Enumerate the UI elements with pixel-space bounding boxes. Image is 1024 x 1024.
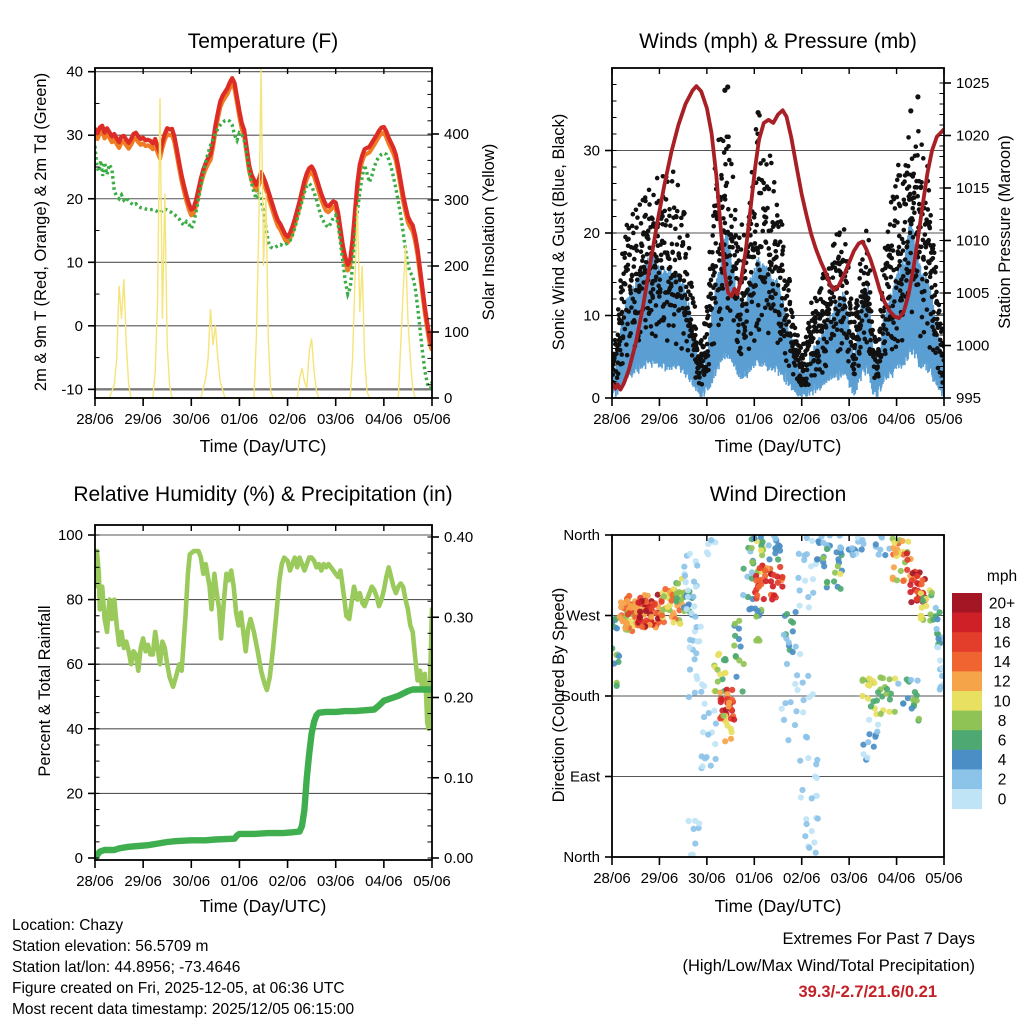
svg-text:60: 60 — [66, 656, 83, 674]
panel-title-temperature: Temperature (F) — [187, 30, 339, 53]
yaxis-label-temp-left: 2m & 9m T (Red, Orange) & 2m Td (Green) — [32, 72, 50, 392]
svg-text:12: 12 — [993, 673, 1011, 691]
svg-text:28/06: 28/06 — [76, 411, 114, 428]
svg-text:-10: -10 — [61, 381, 83, 399]
svg-text:30/06: 30/06 — [688, 411, 726, 428]
svg-text:28/06: 28/06 — [76, 873, 114, 890]
svg-text:1005: 1005 — [956, 285, 990, 302]
svg-text:14: 14 — [993, 654, 1011, 672]
svg-text:8: 8 — [997, 712, 1007, 730]
xaxis-title-winds: Time (Day/UTC) — [714, 436, 842, 456]
svg-text:0.40: 0.40 — [444, 529, 474, 546]
station-elevation: Station elevation: 56.5709 m — [12, 938, 209, 955]
figure-created: Figure created on Fri, 2025-12-05, at 06:36 UTC — [12, 980, 345, 997]
svg-text:04/06: 04/06 — [877, 411, 916, 428]
svg-text:0: 0 — [74, 850, 83, 867]
svg-text:01/06: 01/06 — [735, 870, 774, 887]
svg-text:1000: 1000 — [956, 337, 990, 355]
svg-text:North: North — [563, 527, 600, 544]
svg-text:05/06: 05/06 — [413, 411, 451, 428]
station-latlon: Station lat/lon: 44.8956; -73.4646 — [12, 959, 241, 976]
svg-text:28/06: 28/06 — [593, 870, 631, 887]
svg-text:04/06: 04/06 — [365, 411, 403, 428]
svg-text:01/06: 01/06 — [220, 411, 259, 428]
svg-text:10: 10 — [66, 254, 83, 272]
svg-text:400: 400 — [444, 126, 470, 143]
svg-text:1015: 1015 — [956, 180, 990, 197]
svg-text:30/06: 30/06 — [688, 870, 726, 887]
svg-text:100: 100 — [57, 527, 83, 544]
svg-text:20: 20 — [583, 225, 600, 242]
svg-text:North: North — [563, 848, 600, 866]
svg-text:East: East — [569, 768, 600, 786]
panel-title-wind-direction: Wind Direction — [709, 483, 847, 506]
data-timestamp: Most recent data timestamp: 2025/12/05 06:15:00 — [12, 1001, 355, 1018]
svg-text:0: 0 — [74, 317, 83, 335]
legend-title-mph: mph — [986, 568, 1018, 585]
panel-title-rh-precip: Relative Humidity (%) & Precipitation (in) — [73, 483, 453, 506]
svg-text:18: 18 — [993, 614, 1011, 632]
svg-text:28/06: 28/06 — [593, 411, 631, 428]
svg-text:02/06: 02/06 — [268, 873, 307, 890]
yaxis-label-wind-left: Sonic Wind & Gust (Blue, Black) — [550, 113, 568, 351]
svg-text:03/06: 03/06 — [316, 411, 355, 428]
extremes-block — [515, 926, 975, 1006]
svg-text:10: 10 — [583, 307, 600, 325]
svg-text:03/06: 03/06 — [316, 873, 355, 890]
svg-text:20: 20 — [66, 190, 83, 208]
svg-text:80: 80 — [66, 591, 83, 609]
svg-text:0.30: 0.30 — [444, 609, 474, 627]
extremes-values: 39.3/-2.7/21.6/0.21 — [798, 983, 937, 1001]
extremes-title: Extremes For Past 7 Days — [782, 930, 975, 948]
svg-text:995: 995 — [956, 390, 982, 407]
svg-text:30: 30 — [583, 142, 600, 160]
station-location: Location: Chazy — [12, 917, 124, 934]
svg-text:29/06: 29/06 — [124, 411, 162, 428]
svg-text:0: 0 — [444, 390, 453, 407]
svg-text:05/06: 05/06 — [413, 873, 451, 890]
station-info-block — [12, 915, 354, 1020]
svg-text:0.10: 0.10 — [444, 769, 474, 787]
yaxis-label-direction-left: Direction (Colored By Speed) — [550, 587, 568, 803]
panel-title-winds-pressure: Winds (mph) & Pressure (mb) — [639, 30, 917, 53]
svg-text:10: 10 — [993, 693, 1011, 711]
svg-text:0.20: 0.20 — [444, 689, 474, 707]
svg-text:03/06: 03/06 — [830, 870, 868, 887]
svg-text:0: 0 — [591, 390, 600, 407]
svg-text:0: 0 — [997, 791, 1007, 809]
svg-text:30: 30 — [66, 127, 83, 145]
svg-text:20+: 20+ — [988, 595, 1016, 613]
svg-text:01/06: 01/06 — [220, 873, 259, 890]
yaxis-label-pressure-right: Station Pressure (Maroon) — [996, 135, 1014, 329]
svg-text:29/06: 29/06 — [640, 870, 679, 887]
svg-text:2: 2 — [997, 771, 1007, 789]
svg-text:05/06: 05/06 — [925, 411, 963, 428]
svg-text:02/06: 02/06 — [782, 411, 821, 428]
xaxis-title-direction: Time (Day/UTC) — [714, 896, 842, 916]
svg-text:40: 40 — [66, 63, 83, 81]
svg-text:29/06: 29/06 — [640, 411, 679, 428]
svg-text:30/06: 30/06 — [172, 873, 211, 890]
xaxis-title-rh: Time (Day/UTC) — [199, 896, 327, 916]
yaxis-label-percent-left: Percent & Total Rainfall — [36, 605, 54, 777]
svg-text:6: 6 — [997, 732, 1007, 750]
svg-text:1025: 1025 — [956, 75, 990, 92]
svg-text:20: 20 — [66, 785, 83, 803]
yaxis-label-solar-right: Solar Insolation (Yellow) — [480, 143, 498, 321]
svg-text:40: 40 — [66, 720, 83, 738]
svg-text:01/06: 01/06 — [735, 411, 774, 428]
svg-text:1020: 1020 — [956, 127, 990, 145]
xaxis-title-temperature: Time (Day/UTC) — [199, 436, 327, 456]
svg-text:04/06: 04/06 — [877, 870, 916, 887]
svg-text:16: 16 — [993, 634, 1011, 652]
svg-text:03/06: 03/06 — [830, 411, 868, 428]
svg-text:300: 300 — [444, 192, 470, 209]
extremes-subtitle: (High/Low/Max Wind/Total Precipitation) — [682, 956, 975, 975]
svg-text:04/06: 04/06 — [365, 873, 403, 890]
svg-text:30/06: 30/06 — [172, 411, 211, 428]
svg-text:100: 100 — [444, 324, 470, 341]
svg-text:05/06: 05/06 — [925, 870, 963, 887]
svg-text:South: South — [560, 687, 600, 705]
svg-text:1010: 1010 — [956, 232, 990, 250]
svg-text:West: West — [566, 607, 600, 625]
svg-text:200: 200 — [444, 258, 470, 275]
svg-text:4: 4 — [997, 752, 1007, 770]
svg-text:29/06: 29/06 — [124, 873, 162, 890]
svg-text:02/06: 02/06 — [268, 411, 307, 428]
svg-text:02/06: 02/06 — [782, 870, 821, 887]
svg-text:0.00: 0.00 — [444, 850, 474, 867]
